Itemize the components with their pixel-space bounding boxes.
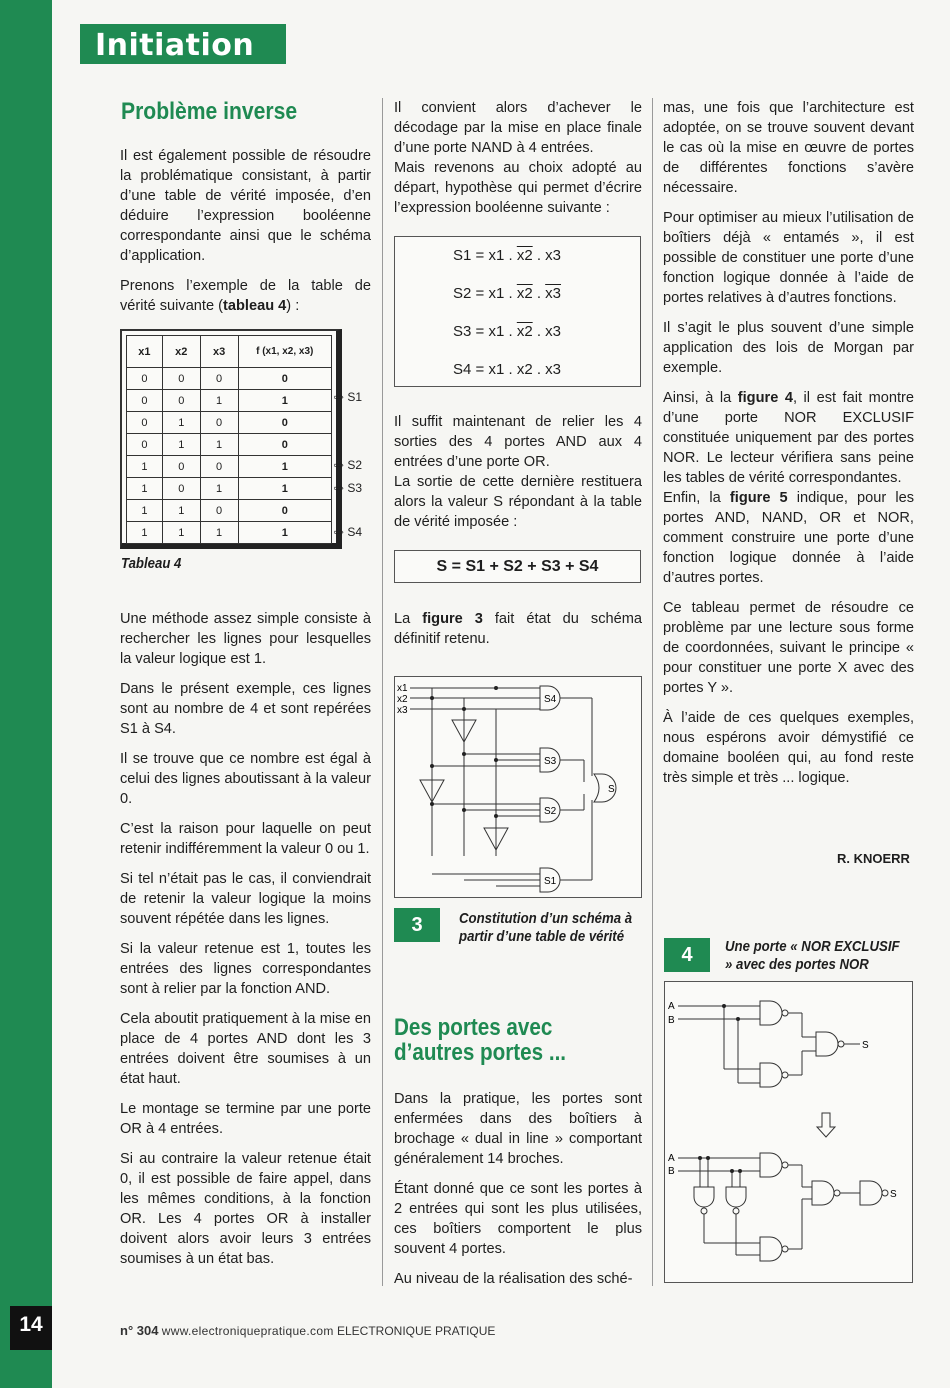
footer (120, 1323, 495, 1338)
paragraph: Ainsi, à la figure 4, il est fait montre d’une porte NOR EXCLUSIF constituée uniquement par des portes NOR. Le lecteur vérifiera sans peine les tables de vérité correspondantes. (663, 390, 914, 486)
gate-label-s1: S1 (544, 876, 557, 887)
label-x3: x3 (397, 705, 408, 716)
paragraph: Dans la pratique, les portes sont enfermées dans des boîtiers à brochage « dual in line » comportant généralement 14 broches. (394, 1091, 642, 1167)
column-1-lower (120, 609, 371, 1279)
paragraph: Le montage se termine par une porte OR à 4 entrées. (120, 1101, 371, 1137)
paragraph: Prenons l’exemple de la table de vérité suivante (tableau 4) : (120, 278, 371, 314)
gate-label-s3: S3 (544, 756, 557, 767)
heading-des-portes: Des portes avec d’autres portes ... (394, 1014, 567, 1066)
label-s-bottom: S (890, 1189, 897, 1200)
paragraph: Étant donné que ce sont les portes à 2 entrées qui sont les plus utilisées, ces boîtiers comportent le plus souvent 4 portes. (394, 1181, 642, 1257)
heading-probleme-inverse: Problème inverse (121, 98, 298, 125)
equation-s4: S4 = x1 . x2 . x3 (453, 361, 562, 378)
table-row: 1 1 0 0 (127, 500, 332, 522)
equation-s3: S3 = x1 . x2 . x3 (453, 323, 562, 340)
paragraph: À l’aide de ces quelques exemples, nous espérons avoir démystifié ce domaine booléen qui, au fond reste très simple et très ... logique. (663, 710, 914, 786)
table-row: 0 0 0 0 (127, 368, 332, 390)
paragraph: Dans le présent exemple, ces lignes sont au nombre de 4 et sont repérées S1 à S4. (120, 681, 371, 737)
paragraph: Il convient alors d’achever le décodage par la mise en place finale d’une porte NAND à 4 entrées. (394, 100, 642, 156)
footer-url: www.electroniquepratique.com (161, 1324, 334, 1338)
paragraph: Si au contraire la valeur retenue était 0, il est possible de faire appel, dans les mêmes conditions, à la fonction OR. Les 4 portes OR à installer doivent alors avoir leurs 3 entrées soumises à un état bas. (120, 1151, 371, 1267)
table-row: 0 1 0 0 (127, 412, 332, 434)
figure-4-schematic (664, 981, 913, 1283)
equations-box (394, 236, 641, 387)
sum-equation: S = S1 + S2 + S3 + S4 (436, 558, 599, 575)
paragraph: Une méthode assez simple consiste à rechercher les lignes pour lesquelles la valeur logique est 1. (120, 611, 371, 667)
issue-number: n° 304 (120, 1323, 159, 1338)
label-b-top: B (668, 1015, 675, 1026)
paragraph: Il est également possible de résoudre la problématique consistant, à partir d’une table de vérité imposée, d’en déduire l’expression booléenne correspondante ainsi que le schéma d’application. (120, 148, 371, 264)
paragraph: Cela aboutit pratiquement à la mise en place de 4 portes AND dont les 3 entrées doivent être soumises à un état haut. (120, 1011, 371, 1087)
paragraph: Il se trouve que ce nombre est égal à celui des lignes aboutissant à la valeur 0. (120, 751, 371, 807)
equation-s1: S1 = x1 . x2 . x3 (453, 247, 562, 264)
column-1 (120, 146, 371, 326)
figure-4-badge: 4 (664, 938, 710, 972)
paragraph: Pour optimiser au mieux l’utilisation de boîtiers déjà « entamés », il est possible de constituer une porte d’une fonction logique donnée à l’aide de portes relatives à d’autres fonctions. (663, 210, 914, 306)
paragraph: Mais revenons au choix adopté au départ, hypothèse qui permet d’écrire l’expression booléenne suivante : (394, 160, 642, 216)
paragraph: Ce tableau permet de résoudre ce problème par une lecture sous forme de coordonnées, suivant le principe « pour constituer une porte X avec des portes Y ». (663, 600, 914, 696)
paragraph: La sortie de cette dernière restituera alors la valeur S répondant à la table de vérité imposée : (394, 474, 642, 530)
footer-magazine: ELECTRONIQUE PRATIQUE (336, 1324, 496, 1338)
label-a-bottom: A (668, 1153, 675, 1164)
column-2-mid (394, 412, 642, 542)
column-2-lower (394, 1089, 642, 1299)
column-divider (652, 98, 653, 1286)
table-row: 1 0 1 1 (127, 478, 332, 500)
paragraph: Au niveau de la réalisation des sché- (394, 1271, 633, 1287)
sum-equation-box (394, 550, 641, 583)
paragraph: Si tel n’était pas le cas, il conviendrait de retenir la valeur logique la moins souvent répétée dans les lignes. (120, 871, 371, 927)
equation-s2: S2 = x1 . x2 . x3 (453, 285, 562, 302)
section-title: Initiation (95, 28, 255, 63)
figure-3-schematic (394, 676, 642, 898)
table-ref: tableau 4 (223, 298, 287, 314)
page-number: 14 (19, 1313, 43, 1336)
table-caption: Tableau 4 (121, 555, 182, 572)
paragraph: Il s’agit le plus souvent d’une simple application des lois de Morgan par exemple. (663, 320, 914, 376)
left-green-bar (0, 0, 52, 1388)
row-marker-s2: ⇨ S2 (334, 458, 363, 472)
truth-table-box (120, 329, 342, 549)
paragraph: Enfin, la figure 5 indique, pour les portes AND, NAND, OR et NOR, comment construire une porte d’une fonction logique donnée à l’aide d’autres portes. (663, 490, 914, 586)
gate-label-s2: S2 (544, 806, 557, 817)
paragraph: Il suffit maintenant de relier les 4 sorties des 4 portes AND aux 4 entrées d’une porte OR. (394, 414, 642, 470)
row-marker-s3: ⇨ S3 (334, 481, 363, 495)
column-2-fig-ref (394, 609, 642, 659)
label-x1: x1 (397, 683, 408, 694)
truth-table (126, 335, 332, 544)
truth-table-header: x1 x2 x3 f (x1, x2, x3) (127, 336, 332, 368)
table-row: 1 1 1 1 (127, 522, 332, 544)
table-row: 0 1 1 0 (127, 434, 332, 456)
gate-label-s: S (608, 784, 615, 795)
figure-4-caption: Une porte « NOR EXCLUSIF » avec des portes NOR (725, 938, 900, 973)
paragraph: mas, une fois que l’architecture est adoptée, on se trouve souvent devant le cas où la mise en œuvre de portes de différentes fonctions s’avère nécessaire. (663, 100, 914, 196)
column-3 (663, 98, 914, 798)
label-b-bottom: B (668, 1166, 675, 1177)
label-s-top: S (862, 1040, 869, 1051)
figure-3-badge: 3 (394, 908, 440, 942)
table-row: 1 0 0 1 (127, 456, 332, 478)
column-2 (394, 98, 642, 228)
figure-3-caption: Constitution d’un schéma à partir d’une table de vérité (459, 910, 633, 945)
table-row: 0 0 1 1 (127, 390, 332, 412)
gate-label-s4: S4 (544, 694, 557, 705)
author-signature: R. KNOERR (837, 851, 910, 866)
column-divider (382, 98, 383, 1286)
row-marker-s4: ⇨ S4 (334, 525, 363, 539)
row-marker-s1: ⇨ S1 (334, 390, 363, 404)
paragraph: La figure 3 fait état du schéma définitif retenu. (394, 611, 642, 647)
label-x2: x2 (397, 694, 408, 705)
label-a-top: A (668, 1001, 675, 1012)
paragraph: C’est la raison pour laquelle on peut retenir indifféremment la valeur 0 ou 1. (120, 821, 371, 857)
paragraph: Si la valeur retenue est 1, toutes les entrées des lignes correspondantes sont à relier par la fonction AND. (120, 941, 371, 997)
